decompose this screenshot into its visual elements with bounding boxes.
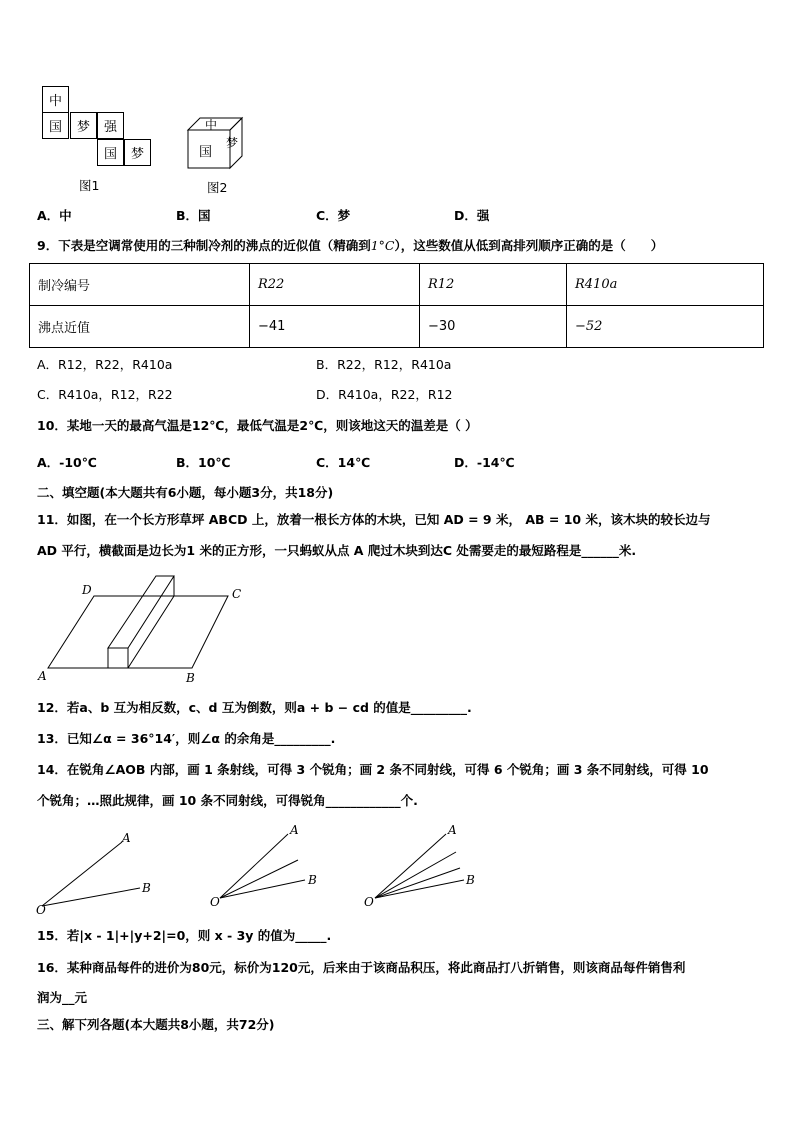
q9-stem-b: ），这些数值从低到高排列顺序正确的是（ ） bbox=[394, 238, 664, 253]
label-D: D bbox=[82, 583, 92, 597]
q13-stem: 13．已知∠α = 36°14′，则∠α 的余角是_________. bbox=[37, 731, 336, 746]
ray-diagram-3 bbox=[364, 823, 475, 909]
q11-line2: AD 平行，横截面是边长为1 米的正方形，一只蚂蚁从点 A 爬过木块到达C 处需要走的最短路程是______米. bbox=[37, 543, 637, 558]
q9-table bbox=[29, 263, 764, 348]
q9-stem bbox=[37, 238, 663, 254]
q10-option-a: A．-10℃ bbox=[37, 455, 97, 470]
q16-line1: 16．某种商品每件的进价为80元，标价为120元，后来由于该商品积压，将此商品打八折销售，则该商品每件销售利 bbox=[37, 960, 686, 975]
ray-diagram-2 bbox=[210, 823, 317, 909]
label-O: O bbox=[210, 895, 220, 909]
table-cell: R410a bbox=[566, 263, 764, 306]
label-B: B bbox=[466, 873, 475, 887]
section-3-heading: 三、解下列各题(本大题共8小题，共72分) bbox=[37, 1017, 275, 1032]
label-C: C bbox=[232, 587, 242, 601]
q14-figures bbox=[30, 820, 490, 916]
cube-front-label: 国 bbox=[199, 145, 213, 160]
net-cell: 国 bbox=[97, 139, 124, 166]
net-cell: 强 bbox=[97, 112, 124, 139]
q10-option-c: C．14℃ bbox=[316, 455, 371, 470]
net-cell: 中 bbox=[42, 86, 69, 113]
q8-net-figure bbox=[42, 86, 154, 166]
q8-cube-figure bbox=[186, 114, 246, 172]
q10-stem: 10．某地一天的最高气温是12℃，最低气温是2℃，则该地这天的温差是（ ） bbox=[37, 418, 478, 433]
table-cell: −52 bbox=[566, 305, 764, 348]
label-A: A bbox=[290, 823, 299, 837]
label-B: B bbox=[186, 671, 195, 684]
q11-figure bbox=[36, 572, 261, 684]
table-cell: R12 bbox=[419, 263, 567, 306]
q8-option-a: A．中 bbox=[37, 208, 72, 223]
q9-option-c: C．R410a，R12，R22 bbox=[37, 387, 173, 402]
table-cell: −41 bbox=[249, 305, 420, 348]
lawn-block-drawing bbox=[36, 572, 261, 684]
q16-line2: 润为__元 bbox=[37, 990, 88, 1005]
q9-option-b: B．R22，R12，R410a bbox=[316, 357, 452, 372]
table-cell: 制冷编号 bbox=[29, 263, 250, 306]
label-B: B bbox=[308, 873, 317, 887]
table-cell: 沸点近值 bbox=[29, 305, 250, 348]
cube-top-label: 中 bbox=[205, 118, 218, 132]
q12-stem: 12．若a、b 互为相反数，c、d 互为倒数，则a + b − cd 的值是_________. bbox=[37, 700, 472, 715]
q15-stem: 15．若|x - 1|+|y+2|=0，则 x - 3y 的值为_____. bbox=[37, 928, 332, 943]
q9-option-a: A．R12，R22，R410a bbox=[37, 357, 173, 372]
q9-stem-a: 9．下表是空调常使用的三种制冷剂的沸点的近似值（精确到 bbox=[37, 238, 371, 253]
section-2-heading: 二、填空题(本大题共有6小题，每小题3分，共18分) bbox=[37, 485, 334, 500]
q8-option-c: C．梦 bbox=[316, 208, 351, 223]
net-cell: 梦 bbox=[70, 112, 97, 139]
q10-option-b: B．10℃ bbox=[176, 455, 231, 470]
ray-diagram-1 bbox=[36, 831, 151, 916]
q14-line1: 14．在锐角∠AOB 内部，画 1 条射线，可得 3 个锐角；画 2 条不同射线，可得 6 个锐角；画 3 条不同射线，可得 10 bbox=[37, 762, 709, 777]
label-A: A bbox=[448, 823, 457, 837]
cube-side-label: 梦 bbox=[226, 136, 239, 150]
net-cell: 国 bbox=[42, 112, 69, 139]
q14-line2: 个锐角；…照此规律，画 10 条不同射线，可得锐角____________个. bbox=[37, 793, 418, 808]
q8-option-b: B．国 bbox=[176, 208, 211, 223]
table-cell: R22 bbox=[249, 263, 420, 306]
label-A: A bbox=[122, 831, 131, 845]
fig2-caption: 图2 bbox=[207, 180, 228, 195]
fig1-caption: 图1 bbox=[79, 178, 100, 193]
q11-line1: 11．如图，在一个长方形草坪 ABCD 上，放着一根长方体的木块，已知 AD = 9 米， AB = 10 米，该木块的较长边与 bbox=[37, 512, 711, 527]
net-cell: 梦 bbox=[124, 139, 151, 166]
q8-option-d: D．强 bbox=[454, 208, 490, 223]
label-B: B bbox=[142, 881, 151, 895]
ray-diagrams bbox=[30, 820, 490, 916]
label-O: O bbox=[364, 895, 374, 909]
q9-stem-unit: 1°C bbox=[370, 238, 395, 253]
table-cell: −30 bbox=[419, 305, 567, 348]
q9-option-d: D．R410a，R22，R12 bbox=[316, 387, 453, 402]
label-O: O bbox=[36, 903, 46, 916]
q10-option-d: D．-14℃ bbox=[454, 455, 515, 470]
label-A: A bbox=[38, 669, 47, 683]
